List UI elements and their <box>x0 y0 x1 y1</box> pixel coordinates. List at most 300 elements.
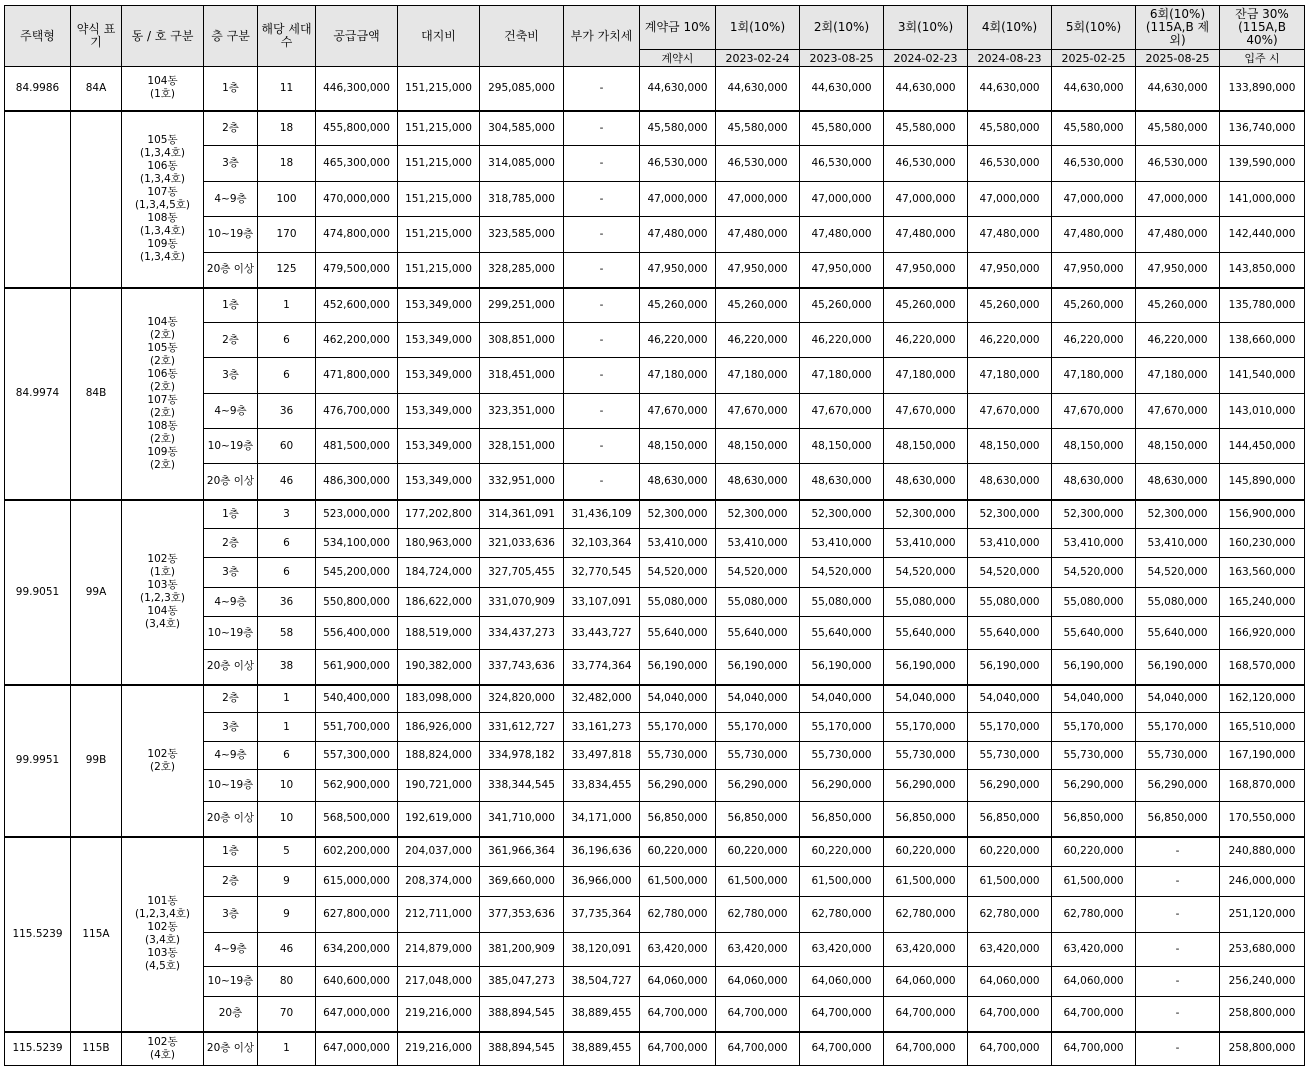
cell-p2: 55,730,000 <box>800 742 884 770</box>
cell-p5: 64,060,000 <box>1052 967 1136 997</box>
cell-type: 99.9951 <box>5 685 71 837</box>
cell-p3: 61,500,000 <box>884 867 968 897</box>
cell-p4: 46,530,000 <box>968 146 1052 182</box>
header-deposit: 계약금 10% <box>640 6 716 50</box>
cell-floor: 2층 <box>204 323 258 358</box>
cell-p2: 64,700,000 <box>800 1032 884 1066</box>
cell-units: 1 <box>258 288 316 323</box>
cell-p3: 45,580,000 <box>884 111 968 146</box>
header-dong-ho: 동 / 호 구분 <box>122 6 204 67</box>
cell-units: 1 <box>258 713 316 742</box>
cell-p5: 62,780,000 <box>1052 897 1136 933</box>
cell-p1: 54,040,000 <box>716 685 800 713</box>
cell-units: 11 <box>258 67 316 111</box>
cell-p4: 54,040,000 <box>968 685 1052 713</box>
cell-deposit: 55,080,000 <box>640 588 716 617</box>
cell-land: 214,879,000 <box>398 933 480 967</box>
cell-units: 58 <box>258 617 316 650</box>
cell-land: 219,216,000 <box>398 997 480 1032</box>
cell-p5: 45,580,000 <box>1052 111 1136 146</box>
header-date-4: 2024-08-23 <box>968 50 1052 67</box>
header-p3: 3회(10%) <box>884 6 968 50</box>
cell-deposit: 64,700,000 <box>640 1032 716 1066</box>
cell-balance: 162,120,000 <box>1220 685 1305 713</box>
cell-p5: 45,260,000 <box>1052 288 1136 323</box>
cell-supply: 452,600,000 <box>316 288 398 323</box>
cell-p6: 55,640,000 <box>1136 617 1220 650</box>
cell-p4: 64,700,000 <box>968 1032 1052 1066</box>
cell-land: 217,048,000 <box>398 967 480 997</box>
cell-land: 186,622,000 <box>398 588 480 617</box>
cell-units: 46 <box>258 933 316 967</box>
cell-p6: 47,480,000 <box>1136 217 1220 253</box>
cell-building: 388,894,545 <box>480 1032 564 1066</box>
cell-p1: 46,530,000 <box>716 146 800 182</box>
cell-vat: - <box>564 429 640 464</box>
cell-land: 151,215,000 <box>398 67 480 111</box>
cell-dong-ho: 104동 (2호) 105동 (2호) 106동 (2호) 107동 (2호) 108동 (2호) 109동 (2호) <box>122 288 204 500</box>
cell-p3: 47,480,000 <box>884 217 968 253</box>
cell-land: 190,382,000 <box>398 650 480 685</box>
cell-p4: 53,410,000 <box>968 529 1052 558</box>
cell-building: 328,285,000 <box>480 253 564 288</box>
cell-p2: 47,000,000 <box>800 182 884 217</box>
cell-balance: 251,120,000 <box>1220 897 1305 933</box>
cell-building: 381,200,909 <box>480 933 564 967</box>
cell-land: 151,215,000 <box>398 146 480 182</box>
cell-vat: - <box>564 394 640 429</box>
cell-dong-ho: 102동 (1호) 103동 (1,2,3호) 104동 (3,4호) <box>122 500 204 685</box>
cell-p1: 46,220,000 <box>716 323 800 358</box>
cell-balance: 136,740,000 <box>1220 111 1305 146</box>
cell-land: 151,215,000 <box>398 182 480 217</box>
cell-p5: 56,190,000 <box>1052 650 1136 685</box>
cell-units: 170 <box>258 217 316 253</box>
cell-p3: 47,000,000 <box>884 182 968 217</box>
cell-p2: 46,530,000 <box>800 146 884 182</box>
cell-deposit: 47,950,000 <box>640 253 716 288</box>
cell-land: 184,724,000 <box>398 558 480 588</box>
cell-p6: 55,170,000 <box>1136 713 1220 742</box>
cell-p4: 56,290,000 <box>968 770 1052 802</box>
cell-land: 151,215,000 <box>398 217 480 253</box>
cell-p1: 62,780,000 <box>716 897 800 933</box>
cell-vat: - <box>564 111 640 146</box>
cell-deposit: 55,730,000 <box>640 742 716 770</box>
header-p2: 2회(10%) <box>800 6 884 50</box>
cell-building: 388,894,545 <box>480 997 564 1032</box>
cell-p3: 56,850,000 <box>884 802 968 837</box>
cell-p1: 47,480,000 <box>716 217 800 253</box>
cell-p4: 60,220,000 <box>968 837 1052 867</box>
cell-balance: 253,680,000 <box>1220 933 1305 967</box>
cell-p6: - <box>1136 837 1220 867</box>
cell-p3: 47,670,000 <box>884 394 968 429</box>
cell-p5: 47,480,000 <box>1052 217 1136 253</box>
cell-balance: 167,190,000 <box>1220 742 1305 770</box>
cell-p4: 44,630,000 <box>968 67 1052 111</box>
header-land: 대지비 <box>398 6 480 67</box>
cell-p1: 56,290,000 <box>716 770 800 802</box>
cell-p2: 54,520,000 <box>800 558 884 588</box>
cell-land: 186,926,000 <box>398 713 480 742</box>
cell-p2: 47,480,000 <box>800 217 884 253</box>
cell-p1: 48,630,000 <box>716 464 800 500</box>
header-date-5: 2025-02-25 <box>1052 50 1136 67</box>
cell-p3: 47,950,000 <box>884 253 968 288</box>
cell-short: 84A <box>71 67 122 111</box>
cell-floor: 10~19층 <box>204 217 258 253</box>
cell-floor: 4~9층 <box>204 394 258 429</box>
cell-p5: 55,080,000 <box>1052 588 1136 617</box>
cell-p2: 64,700,000 <box>800 997 884 1032</box>
header-date-2: 2023-08-25 <box>800 50 884 67</box>
cell-p2: 47,180,000 <box>800 358 884 394</box>
cell-supply: 540,400,000 <box>316 685 398 713</box>
cell-floor: 3층 <box>204 897 258 933</box>
cell-vat: 38,889,455 <box>564 997 640 1032</box>
cell-building: 334,978,182 <box>480 742 564 770</box>
cell-vat: - <box>564 146 640 182</box>
cell-p6: 53,410,000 <box>1136 529 1220 558</box>
cell-p1: 55,730,000 <box>716 742 800 770</box>
cell-p6: 45,580,000 <box>1136 111 1220 146</box>
cell-p5: 52,300,000 <box>1052 500 1136 529</box>
table-row <box>5 111 1305 146</box>
cell-p2: 44,630,000 <box>800 67 884 111</box>
header-floor: 층 구분 <box>204 6 258 67</box>
cell-p2: 56,190,000 <box>800 650 884 685</box>
cell-units: 10 <box>258 770 316 802</box>
cell-balance: 142,440,000 <box>1220 217 1305 253</box>
cell-building: 295,085,000 <box>480 67 564 111</box>
cell-land: 219,216,000 <box>398 1032 480 1066</box>
cell-p4: 55,170,000 <box>968 713 1052 742</box>
cell-p1: 48,150,000 <box>716 429 800 464</box>
cell-p2: 56,290,000 <box>800 770 884 802</box>
cell-building: 334,437,273 <box>480 617 564 650</box>
cell-supply: 523,000,000 <box>316 500 398 529</box>
cell-deposit: 54,520,000 <box>640 558 716 588</box>
cell-p6: 45,260,000 <box>1136 288 1220 323</box>
cell-p6: - <box>1136 997 1220 1032</box>
cell-land: 188,519,000 <box>398 617 480 650</box>
cell-supply: 545,200,000 <box>316 558 398 588</box>
cell-building: 369,660,000 <box>480 867 564 897</box>
cell-units: 18 <box>258 111 316 146</box>
cell-units: 9 <box>258 867 316 897</box>
cell-units: 38 <box>258 650 316 685</box>
cell-units: 125 <box>258 253 316 288</box>
cell-p5: 55,730,000 <box>1052 742 1136 770</box>
cell-p5: 47,180,000 <box>1052 358 1136 394</box>
cell-deposit: 47,670,000 <box>640 394 716 429</box>
cell-building: 314,361,091 <box>480 500 564 529</box>
table-row <box>5 837 1305 867</box>
cell-p4: 56,850,000 <box>968 802 1052 837</box>
cell-p1: 45,580,000 <box>716 111 800 146</box>
cell-balance: 170,550,000 <box>1220 802 1305 837</box>
cell-balance: 160,230,000 <box>1220 529 1305 558</box>
cell-p2: 60,220,000 <box>800 837 884 867</box>
cell-p4: 64,700,000 <box>968 997 1052 1032</box>
cell-dong-ho: 101동 (1,2,3,4호) 102동 (3,4호) 103동 (4,5호) <box>122 837 204 1032</box>
cell-balance: 165,510,000 <box>1220 713 1305 742</box>
cell-supply: 474,800,000 <box>316 217 398 253</box>
header-type: 주택형 <box>5 6 71 67</box>
cell-p5: 54,520,000 <box>1052 558 1136 588</box>
supply-price-table <box>4 5 1305 1066</box>
cell-vat: 32,770,545 <box>564 558 640 588</box>
cell-building: 323,351,000 <box>480 394 564 429</box>
cell-short: 99B <box>71 685 122 837</box>
cell-balance: 165,240,000 <box>1220 588 1305 617</box>
cell-floor: 20층 이상 <box>204 253 258 288</box>
cell-p5: 60,220,000 <box>1052 837 1136 867</box>
cell-balance: 168,870,000 <box>1220 770 1305 802</box>
cell-vat: 33,161,273 <box>564 713 640 742</box>
header-vat: 부가 가치세 <box>564 6 640 67</box>
cell-land: 153,349,000 <box>398 358 480 394</box>
cell-p2: 47,950,000 <box>800 253 884 288</box>
cell-p2: 47,670,000 <box>800 394 884 429</box>
cell-p1: 64,700,000 <box>716 1032 800 1066</box>
cell-p6: 56,190,000 <box>1136 650 1220 685</box>
table-body <box>5 67 1305 1066</box>
cell-deposit: 55,640,000 <box>640 617 716 650</box>
cell-vat: 36,966,000 <box>564 867 640 897</box>
cell-balance: 258,800,000 <box>1220 997 1305 1032</box>
cell-building: 331,070,909 <box>480 588 564 617</box>
cell-p6: 52,300,000 <box>1136 500 1220 529</box>
cell-supply: 446,300,000 <box>316 67 398 111</box>
cell-floor: 4~9층 <box>204 933 258 967</box>
cell-floor: 4~9층 <box>204 182 258 217</box>
cell-dong-ho: 105동 (1,3,4호) 106동 (1,3,4호) 107동 (1,3,4,5호) 108동 (1,3,4호) 109동 (1,3,4호) <box>122 111 204 288</box>
cell-p3: 52,300,000 <box>884 500 968 529</box>
header-supply: 공급금액 <box>316 6 398 67</box>
cell-vat: - <box>564 182 640 217</box>
cell-supply: 481,500,000 <box>316 429 398 464</box>
cell-p4: 47,950,000 <box>968 253 1052 288</box>
cell-balance: 141,000,000 <box>1220 182 1305 217</box>
cell-p2: 61,500,000 <box>800 867 884 897</box>
cell-units: 1 <box>258 1032 316 1066</box>
cell-land: 177,202,800 <box>398 500 480 529</box>
cell-p6: 47,950,000 <box>1136 253 1220 288</box>
cell-units: 6 <box>258 558 316 588</box>
cell-p1: 55,170,000 <box>716 713 800 742</box>
cell-p1: 60,220,000 <box>716 837 800 867</box>
cell-p3: 55,730,000 <box>884 742 968 770</box>
cell-p3: 54,040,000 <box>884 685 968 713</box>
cell-p3: 48,150,000 <box>884 429 968 464</box>
cell-p1: 53,410,000 <box>716 529 800 558</box>
table-row <box>5 500 1305 529</box>
cell-building: 314,085,000 <box>480 146 564 182</box>
cell-p2: 54,040,000 <box>800 685 884 713</box>
cell-p6: 46,220,000 <box>1136 323 1220 358</box>
cell-p5: 64,700,000 <box>1052 997 1136 1032</box>
cell-units: 60 <box>258 429 316 464</box>
cell-p5: 55,640,000 <box>1052 617 1136 650</box>
cell-p5: 54,040,000 <box>1052 685 1136 713</box>
cell-land: 190,721,000 <box>398 770 480 802</box>
price-table-container <box>4 5 1305 1066</box>
cell-building: 338,344,545 <box>480 770 564 802</box>
cell-p3: 55,640,000 <box>884 617 968 650</box>
cell-p1: 45,260,000 <box>716 288 800 323</box>
cell-p6: - <box>1136 867 1220 897</box>
cell-balance: 166,920,000 <box>1220 617 1305 650</box>
cell-vat: 34,171,000 <box>564 802 640 837</box>
cell-deposit: 52,300,000 <box>640 500 716 529</box>
cell-floor: 1층 <box>204 837 258 867</box>
cell-p4: 45,260,000 <box>968 288 1052 323</box>
cell-balance: 133,890,000 <box>1220 67 1305 111</box>
cell-p3: 60,220,000 <box>884 837 968 867</box>
cell-p4: 61,500,000 <box>968 867 1052 897</box>
cell-p6: 54,040,000 <box>1136 685 1220 713</box>
cell-p1: 47,670,000 <box>716 394 800 429</box>
cell-p3: 62,780,000 <box>884 897 968 933</box>
cell-p4: 64,060,000 <box>968 967 1052 997</box>
cell-deposit: 53,410,000 <box>640 529 716 558</box>
cell-land: 153,349,000 <box>398 288 480 323</box>
cell-type <box>5 111 71 288</box>
cell-p3: 46,220,000 <box>884 323 968 358</box>
cell-dong-ho: 102동 (2호) <box>122 685 204 837</box>
cell-building: 323,585,000 <box>480 217 564 253</box>
header-balance-sub: 입주 시 <box>1220 50 1305 67</box>
cell-p1: 47,950,000 <box>716 253 800 288</box>
cell-floor: 2층 <box>204 111 258 146</box>
cell-building: 318,785,000 <box>480 182 564 217</box>
cell-floor: 4~9층 <box>204 588 258 617</box>
cell-supply: 602,200,000 <box>316 837 398 867</box>
cell-balance: 143,850,000 <box>1220 253 1305 288</box>
cell-p3: 54,520,000 <box>884 558 968 588</box>
cell-units: 70 <box>258 997 316 1032</box>
cell-supply: 615,000,000 <box>316 867 398 897</box>
cell-units: 3 <box>258 500 316 529</box>
cell-p4: 55,640,000 <box>968 617 1052 650</box>
cell-p3: 64,700,000 <box>884 997 968 1032</box>
cell-floor: 10~19층 <box>204 429 258 464</box>
cell-deposit: 56,850,000 <box>640 802 716 837</box>
cell-p1: 56,190,000 <box>716 650 800 685</box>
cell-deposit: 45,260,000 <box>640 288 716 323</box>
cell-supply: 634,200,000 <box>316 933 398 967</box>
cell-deposit: 56,190,000 <box>640 650 716 685</box>
cell-balance: 135,780,000 <box>1220 288 1305 323</box>
cell-p1: 47,000,000 <box>716 182 800 217</box>
cell-deposit: 47,000,000 <box>640 182 716 217</box>
cell-floor: 2층 <box>204 867 258 897</box>
cell-supply: 640,600,000 <box>316 967 398 997</box>
cell-p6: 56,290,000 <box>1136 770 1220 802</box>
cell-land: 151,215,000 <box>398 253 480 288</box>
cell-short: 99A <box>71 500 122 685</box>
cell-p1: 63,420,000 <box>716 933 800 967</box>
cell-vat: 32,103,364 <box>564 529 640 558</box>
cell-balance: 141,540,000 <box>1220 358 1305 394</box>
cell-supply: 455,800,000 <box>316 111 398 146</box>
cell-units: 6 <box>258 358 316 394</box>
cell-balance: 256,240,000 <box>1220 967 1305 997</box>
cell-p2: 45,260,000 <box>800 288 884 323</box>
cell-vat: 33,774,364 <box>564 650 640 685</box>
cell-balance: 246,000,000 <box>1220 867 1305 897</box>
cell-floor: 20층 이상 <box>204 464 258 500</box>
cell-p3: 55,170,000 <box>884 713 968 742</box>
cell-floor: 10~19층 <box>204 967 258 997</box>
cell-p3: 64,700,000 <box>884 1032 968 1066</box>
cell-building: 385,047,273 <box>480 967 564 997</box>
header-date-1: 2023-02-24 <box>716 50 800 67</box>
cell-vat: 37,735,364 <box>564 897 640 933</box>
cell-vat: - <box>564 288 640 323</box>
cell-vat: 33,497,818 <box>564 742 640 770</box>
cell-units: 10 <box>258 802 316 837</box>
cell-building: 327,705,455 <box>480 558 564 588</box>
table-row <box>5 1032 1305 1066</box>
cell-land: 188,824,000 <box>398 742 480 770</box>
cell-short: 84B <box>71 288 122 500</box>
cell-deposit: 54,040,000 <box>640 685 716 713</box>
cell-p4: 56,190,000 <box>968 650 1052 685</box>
cell-p4: 47,180,000 <box>968 358 1052 394</box>
cell-land: 151,215,000 <box>398 111 480 146</box>
cell-floor: 10~19층 <box>204 617 258 650</box>
cell-deposit: 47,180,000 <box>640 358 716 394</box>
cell-land: 208,374,000 <box>398 867 480 897</box>
cell-supply: 465,300,000 <box>316 146 398 182</box>
cell-deposit: 47,480,000 <box>640 217 716 253</box>
cell-short: 115B <box>71 1032 122 1066</box>
cell-balance: 138,660,000 <box>1220 323 1305 358</box>
cell-p1: 44,630,000 <box>716 67 800 111</box>
cell-p4: 47,480,000 <box>968 217 1052 253</box>
cell-supply: 479,500,000 <box>316 253 398 288</box>
cell-p2: 48,150,000 <box>800 429 884 464</box>
cell-floor: 20층 이상 <box>204 1032 258 1066</box>
table-row <box>5 288 1305 323</box>
cell-deposit: 62,780,000 <box>640 897 716 933</box>
cell-supply: 486,300,000 <box>316 464 398 500</box>
cell-land: 183,098,000 <box>398 685 480 713</box>
cell-short <box>71 111 122 288</box>
cell-balance: 258,800,000 <box>1220 1032 1305 1066</box>
cell-supply: 471,800,000 <box>316 358 398 394</box>
cell-type: 84.9986 <box>5 67 71 111</box>
cell-units: 6 <box>258 742 316 770</box>
cell-p4: 46,220,000 <box>968 323 1052 358</box>
cell-p3: 44,630,000 <box>884 67 968 111</box>
cell-dong-ho: 104동 (1호) <box>122 67 204 111</box>
cell-units: 100 <box>258 182 316 217</box>
cell-p2: 63,420,000 <box>800 933 884 967</box>
cell-p2: 53,410,000 <box>800 529 884 558</box>
cell-floor: 20층 <box>204 997 258 1032</box>
cell-p1: 52,300,000 <box>716 500 800 529</box>
cell-p4: 48,630,000 <box>968 464 1052 500</box>
cell-p5: 48,630,000 <box>1052 464 1136 500</box>
cell-p3: 56,290,000 <box>884 770 968 802</box>
cell-p2: 48,630,000 <box>800 464 884 500</box>
cell-land: 204,037,000 <box>398 837 480 867</box>
cell-p2: 52,300,000 <box>800 500 884 529</box>
